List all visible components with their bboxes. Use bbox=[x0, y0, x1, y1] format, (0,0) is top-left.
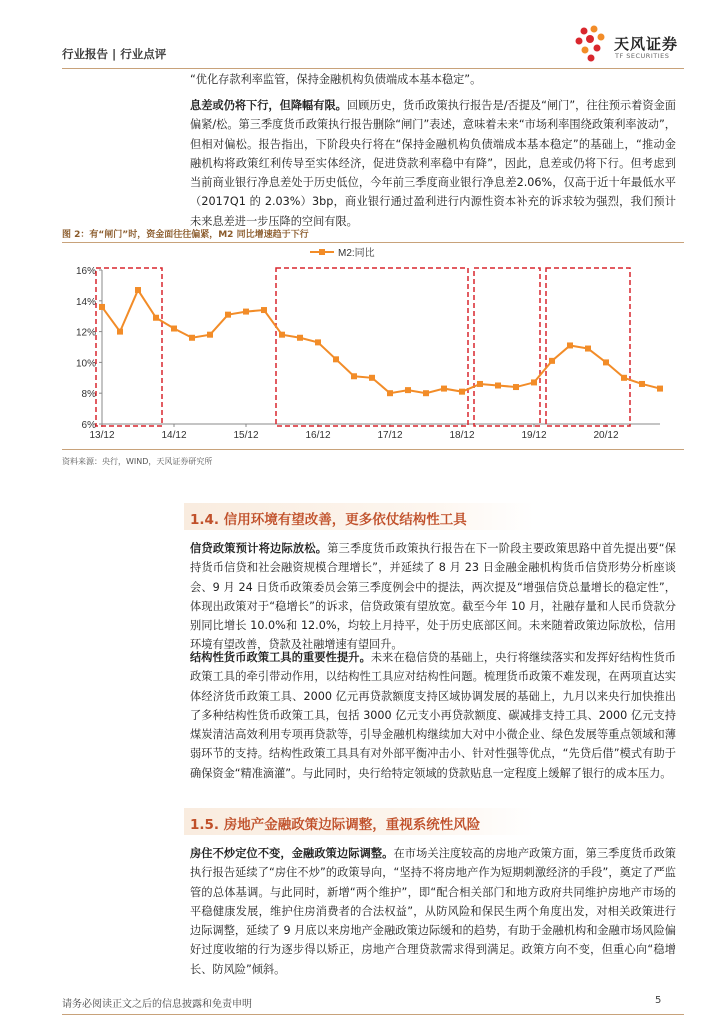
m2-data-point bbox=[351, 373, 357, 379]
page-number: 5 bbox=[655, 995, 662, 1006]
m2-data-point bbox=[135, 287, 141, 293]
m2-data-point bbox=[477, 381, 483, 387]
figure-bottom-rule bbox=[62, 449, 684, 450]
quote-line: “优化存款利率监管，保持金融机构负债端成本基本稳定”。 bbox=[190, 73, 482, 86]
m2-data-point bbox=[603, 359, 609, 365]
m2-data-point bbox=[99, 304, 105, 310]
x-tick-label: 19/12 bbox=[521, 430, 547, 441]
m2-data-point bbox=[171, 326, 177, 332]
paragraph-structural-tools bbox=[190, 648, 676, 783]
paragraph-body: 第三季度货币政策执行报告在下一阶段主要政策思路中首先提出要“保持货币信贷和社会融资规模合理增长”，并延续了 8 月 23 日金融金融机构货币信贷形势分析座谈会、9 月 24 日货币政策委员会第三季度例会中的提法，两次提及“增强信贷总量增长的稳定性”，体现出政策对于“稳增长”的诉求，信贷政策有望放宽。截至今年 10 月，社融存量和人民币贷款分别同比增长 10.0%和 12.0%，均较上月持平，处于历史底部区间。未来随着政策边际放松，信用环境有望改善，贷款及社融增速有望回升。 bbox=[190, 542, 676, 652]
m2-data-point bbox=[207, 332, 213, 338]
m2-data-point bbox=[657, 386, 663, 392]
figure-source: 资料来源：央行，WIND，天风证券研究所 bbox=[62, 457, 213, 466]
x-tick-label: 20/12 bbox=[593, 430, 619, 441]
m2-data-point bbox=[261, 307, 267, 313]
m2-data-point bbox=[279, 332, 285, 338]
paragraph-credit-policy bbox=[190, 539, 676, 655]
m2-data-point bbox=[189, 335, 195, 341]
report-breadcrumb: 行业报告 | 行业点评 bbox=[62, 47, 167, 61]
m2-data-point bbox=[495, 383, 501, 389]
x-tick-label: 13/12 bbox=[89, 430, 115, 441]
m2-data-point bbox=[621, 375, 627, 381]
m2-data-point bbox=[531, 379, 537, 385]
paragraph-heading: 信贷政策预计将边际放松。 bbox=[190, 542, 328, 555]
paragraph-body: 在市场关注度较高的房地产政策方面，第三季度货币政策执行报告延续了“房住不炒”的政策导向，“坚持不将房地产作为短期刺激经济的手段”，奠定了严监管的总体基调。与此同时，新增“两个维护”，即“配合相关部门和地方政府共同维护房地产市场的平稳健康发展，维护住房消费者的合法权益”，从防风险和保民生两个角度出发，对相关政策进行边际调整，延续了 9 月底以来房地产金融政策边际缓和的趋势，有助于金融机构和金融市场风险偏好过度收缩的行为逐步得以矫正，房地产合理贷款需求得到满足。政策方向不变，但重心向“稳增长、防风险”倾斜。 bbox=[190, 847, 676, 976]
gate-period-box bbox=[276, 268, 468, 426]
m2-data-point bbox=[297, 335, 303, 341]
paragraph-heading: 房住不炒定位不变，金融政策边际调整。 bbox=[190, 847, 394, 860]
paragraph-body: 未来在稳信贷的基础上，央行将继续落实和发挥好结构性货币政策工具的牵引带动作用，以结构性工具应对结构性问题。梳理货币政策不难发现，在两项直达实体经济货币政策工具、2000 亿元再贷款额度支持区域协调发展的基础上，九月以来央行加快推出了多种结构性货币政策工具，包括 3000 亿元支小再贷款额度、碳减排支持工具、2000 亿元支持煤炭清洁高效利用专项再贷款等，引导金融机构继续加大对中小微企业、绿色发展等重点领域和薄弱环节的支持。结构性政策工具具有对外部平衡冲击小、针对性强等优点，“先贷后借”模式有助于确保资金“精准滴灌”。与此同时，央行给特定领域的贷款贴息一定程度上缓解了银行的成本压力。 bbox=[190, 651, 676, 780]
y-tick-label: 16% bbox=[75, 266, 96, 277]
m2-data-point bbox=[405, 387, 411, 393]
legend-marker bbox=[319, 249, 325, 255]
logo-subtitle: TF SECURITIES bbox=[615, 52, 670, 60]
paragraph-heading: 结构性货币政策工具的重要性提升。 bbox=[190, 651, 371, 664]
header-divider bbox=[62, 68, 684, 69]
y-tick-label: 12% bbox=[75, 327, 96, 339]
x-tick-label: 15/12 bbox=[233, 430, 259, 441]
y-tick-label: 14% bbox=[75, 296, 96, 308]
m2-data-point bbox=[567, 342, 573, 348]
legend-label: M2:同比 bbox=[338, 248, 375, 259]
m2-data-point bbox=[549, 358, 555, 364]
m2-data-point bbox=[369, 375, 375, 381]
m2-data-point bbox=[459, 389, 465, 395]
x-tick-label: 16/12 bbox=[305, 430, 331, 441]
paragraph-real-estate bbox=[190, 844, 676, 979]
section-title-1-5: 1.5. 房地产金融政策边际调整，重视系统性风险 bbox=[190, 817, 481, 833]
paragraph-net-interest-margin bbox=[190, 96, 676, 231]
footer-divider bbox=[62, 1014, 684, 1015]
y-tick-label: 8% bbox=[81, 389, 96, 401]
m2-data-point bbox=[387, 390, 393, 396]
m2-line-chart bbox=[62, 244, 684, 444]
gate-period-box bbox=[474, 268, 540, 426]
m2-data-point bbox=[315, 339, 321, 345]
m2-series-line bbox=[102, 290, 660, 393]
logo-name: 天风证券 bbox=[614, 35, 679, 53]
paragraph-heading: 息差或仍将下行，但降幅有限。 bbox=[190, 99, 347, 112]
m2-data-point bbox=[441, 386, 447, 392]
x-tick-label: 17/12 bbox=[377, 430, 403, 441]
m2-data-point bbox=[585, 346, 591, 352]
gate-period-box bbox=[96, 268, 162, 426]
m2-data-point bbox=[243, 309, 249, 315]
m2-data-point bbox=[225, 312, 231, 318]
figure-top-rule bbox=[62, 242, 684, 243]
m2-data-point bbox=[639, 381, 645, 387]
y-tick-label: 6% bbox=[81, 420, 96, 431]
m2-data-point bbox=[333, 356, 339, 362]
m2-data-point bbox=[423, 390, 429, 396]
x-tick-label: 14/12 bbox=[161, 430, 187, 441]
m2-data-point bbox=[153, 315, 159, 321]
section-title-1-4: 1.4. 信用环境有望改善，更多依仗结构性工具 bbox=[190, 512, 467, 528]
paragraph-body: 回顾历史，货币政策执行报告是/否提及“闸门”，往往预示着资金面偏紧/松。第三季度货币政策执行报告删除“闸门”表述，意味着未来“市场利率围绕政策利率波动”，但相对偏松。报告指出，下阶段央行将在“保持金融机构负债端成本基本稳定”的基础上，“推动金融机构将政策红利传导至实体经济，促进贷款利率稳中有降”，因此，息差或仍将下行。但考虑到当前商业银行净息差处于历史低位，今年前三季度商业银行净息差2.06%，仅高于近十年最低水平（2017Q1 的 2.03%）3bp，商业银行通过盈利进行内源性资本补充的诉求较为强烈，我们预计未来息差进一步压降的空间有限。 bbox=[190, 99, 676, 228]
footer-disclaimer: 请务必阅读正文之后的信息披露和免责申明 bbox=[62, 999, 252, 1010]
figure-title: 图 2：有“闸门”时，资金面往往偏紧，M2 同比增速趋于下行 bbox=[62, 230, 309, 240]
m2-data-point bbox=[117, 329, 123, 335]
m2-data-point bbox=[513, 384, 519, 390]
y-tick-label: 10% bbox=[75, 358, 96, 370]
x-tick-label: 18/12 bbox=[449, 430, 475, 441]
